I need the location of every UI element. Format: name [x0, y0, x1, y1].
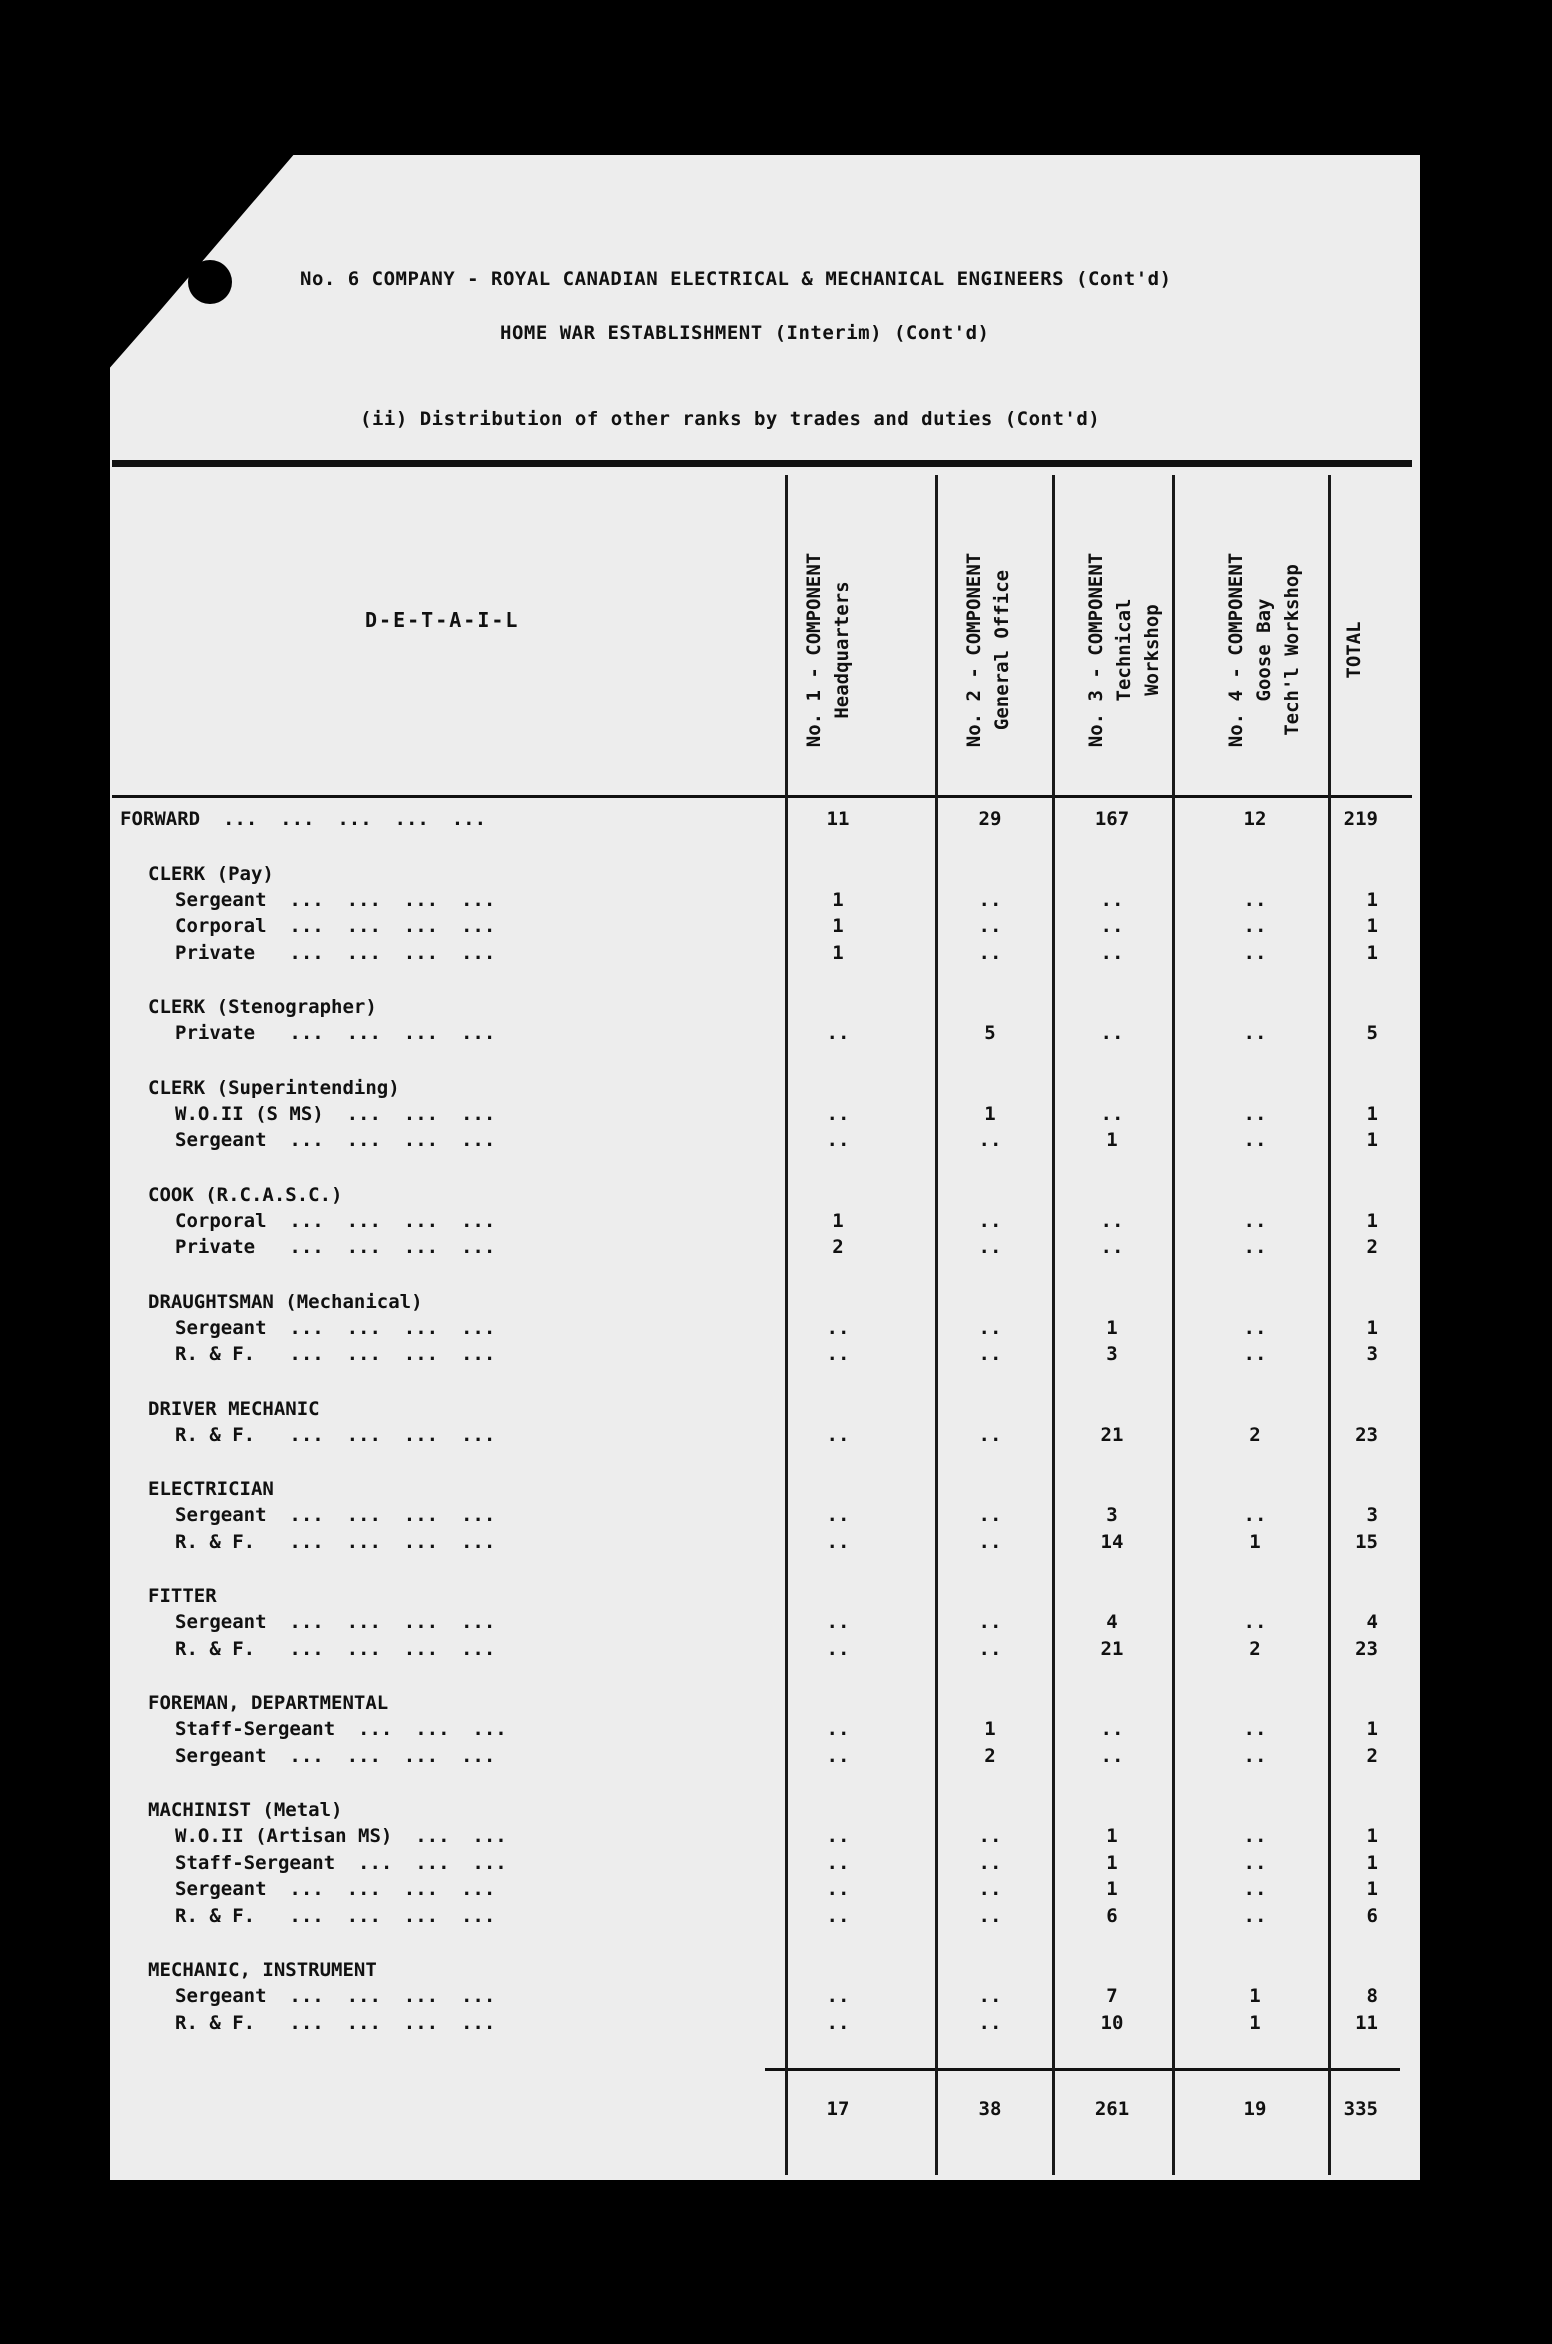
row-label: Private ... ... ... ... [175, 941, 496, 964]
table-row [0, 1985, 1552, 2011]
table-cell: .. [1243, 1744, 1267, 1767]
table-cell: .. [826, 1878, 850, 1900]
table-cell: .. [826, 1530, 850, 1553]
total-cell: 2 [1366, 1744, 1378, 1767]
table-cell: .. [978, 1530, 1002, 1553]
table-cell: .. [1243, 941, 1267, 964]
table-row [0, 1692, 1552, 1718]
table-row [0, 942, 1552, 968]
grand-total-cell: 335 [1343, 2098, 1378, 2120]
table-cell: .. [826, 1744, 850, 1767]
row-label: Corporal ... ... ... ... [175, 915, 496, 937]
row-label: W.O.II (Artisan MS) ... ... [175, 1825, 507, 1847]
table-row [0, 1424, 1552, 1450]
row-label: FOREMAN, DEPARTMENTAL [148, 1692, 389, 1714]
table-cell: .. [1243, 915, 1267, 937]
totals-cell: 38 [978, 2098, 1002, 2120]
total-cell: 2 [1366, 1236, 1378, 1258]
row-label: MACHINIST (Metal) [148, 1799, 343, 1821]
totals-cell: 17 [826, 2098, 850, 2120]
table-cell: 14 [1100, 1530, 1124, 1553]
row-label: Corporal ... ... ... ... [175, 1209, 496, 1232]
row-label: Sergeant ... ... ... ... [175, 1744, 496, 1767]
table-cell: 21 [1100, 1637, 1124, 1660]
row-label: Sergeant ... ... ... ... [175, 1129, 496, 1151]
table-row [0, 2012, 1552, 2038]
column-header-line: Headquarters [831, 581, 853, 719]
row-label: Private ... ... ... ... [175, 1236, 496, 1258]
table-row [0, 863, 1552, 889]
table-cell: .. [1100, 915, 1124, 937]
row-label: CLERK (Stenographer) [148, 996, 377, 1018]
table-row [0, 1210, 1552, 1236]
table-row [0, 1129, 1552, 1155]
row-label: DRIVER MECHANIC [148, 1397, 320, 1420]
total-cell: 1 [1366, 915, 1378, 937]
table-cell: .. [1243, 1343, 1267, 1365]
total-cell: 1 [1366, 1718, 1378, 1740]
total-cell: 23 [1355, 1637, 1378, 1660]
table-row [0, 1852, 1552, 1878]
table-cell: .. [978, 915, 1002, 937]
table-row [0, 1878, 1552, 1904]
row-label: Sergeant ... ... ... ... [175, 888, 496, 911]
table-cell: 29 [978, 808, 1002, 830]
document-subtitle: HOME WAR ESTABLISHMENT (Interim) (Cont'd) [500, 322, 990, 344]
table-cell: .. [978, 1904, 1002, 1927]
column-header-line: Workshop [1141, 604, 1163, 696]
table-cell: 1 [984, 1102, 996, 1125]
table-cell: .. [826, 1504, 850, 1526]
table-cell: 3 [1106, 1504, 1118, 1526]
column-header-line: General Office [991, 569, 1013, 731]
table-cell: .. [826, 1343, 850, 1365]
column-header-line: No. 4 - COMPONENT [1225, 552, 1247, 748]
table-cell: .. [826, 1423, 850, 1446]
table-cell: .. [826, 1851, 850, 1874]
total-cell: 1 [1366, 1316, 1378, 1339]
table-cell: 4 [1106, 1611, 1118, 1633]
column-header-line: No. 3 - COMPONENT [1085, 552, 1107, 748]
row-label: R. & F. ... ... ... ... [175, 1904, 496, 1927]
table-row [0, 1799, 1552, 1825]
table-cell: 1 [1249, 2011, 1261, 2034]
total-cell: 23 [1355, 1423, 1378, 1446]
table-cell: .. [1243, 1878, 1267, 1900]
table-cell: 1 [1106, 1878, 1118, 1900]
column-header-rule [112, 795, 1412, 798]
table-cell: 1 [832, 941, 844, 964]
table-row [0, 1825, 1552, 1851]
total-cell: 1 [1366, 1129, 1378, 1151]
table-cell: .. [978, 1985, 1002, 2007]
table-cell: 5 [984, 1022, 996, 1044]
table-row [0, 1959, 1552, 1985]
table-cell: 1 [1249, 1530, 1261, 1553]
table-row [0, 1184, 1552, 1210]
table-row [0, 1343, 1552, 1369]
total-cell: 1 [1366, 941, 1378, 964]
row-label: Sergeant ... ... ... ... [175, 1878, 496, 1900]
table-cell: .. [1243, 1825, 1267, 1847]
row-label: COOK (R.C.A.S.C.) [148, 1183, 343, 1206]
total-cell: 15 [1355, 1530, 1378, 1553]
total-cell: 1 [1366, 1878, 1378, 1900]
total-cell: 4 [1366, 1611, 1378, 1633]
row-label: R. & F. ... ... ... ... [175, 2011, 496, 2034]
table-cell: .. [1243, 1851, 1267, 1874]
table-cell: .. [1100, 1022, 1124, 1044]
table-cell: .. [978, 888, 1002, 911]
table-cell: 1 [832, 888, 844, 911]
column-header-line: No. 2 - COMPONENT [963, 552, 985, 748]
table-cell: 2 [1249, 1637, 1261, 1660]
column-header-line: No. 1 - COMPONENT [803, 552, 825, 748]
table-cell: .. [826, 1637, 850, 1660]
header-rule [112, 460, 1412, 467]
table-cell: 2 [984, 1744, 996, 1767]
table-row [0, 808, 1552, 834]
table-cell: .. [1243, 1129, 1267, 1151]
column-header-line: Technical [1113, 598, 1135, 702]
table-row [0, 1398, 1552, 1424]
table-cell: .. [1100, 1236, 1124, 1258]
total-cell: 8 [1366, 1985, 1378, 2007]
column-header-line: Goose Bay [1253, 598, 1275, 702]
table-cell: .. [1243, 1236, 1267, 1258]
row-label: R. & F. ... ... ... ... [175, 1530, 496, 1553]
table-cell: .. [978, 941, 1002, 964]
row-label: FORWARD ... ... ... ... ... [120, 808, 487, 830]
table-cell: .. [1243, 888, 1267, 911]
table-row [0, 1638, 1552, 1664]
table-cell: .. [1243, 1718, 1267, 1740]
column-header-line: TOTAL [1343, 621, 1365, 679]
row-label: Sergeant ... ... ... ... [175, 1611, 496, 1633]
total-cell: 219 [1343, 808, 1378, 830]
table-cell: 7 [1106, 1985, 1118, 2007]
table-cell: 2 [832, 1236, 844, 1258]
table-cell: 2 [1249, 1423, 1261, 1446]
table-cell: 167 [1094, 808, 1130, 830]
row-label: Sergeant ... ... ... ... [175, 1504, 496, 1526]
table-cell: .. [826, 1904, 850, 1927]
table-cell: .. [978, 1611, 1002, 1633]
row-label: Private ... ... ... ... [175, 1022, 496, 1044]
total-cell: 3 [1366, 1504, 1378, 1526]
totals-row [0, 2098, 1552, 2124]
row-label: Staff-Sergeant ... ... ... [175, 1718, 507, 1740]
table-cell: 1 [1249, 1985, 1261, 2007]
row-label: CLERK (Pay) [148, 862, 274, 885]
table-row [0, 1745, 1552, 1771]
row-label: FITTER [148, 1585, 217, 1607]
row-label: R. & F. ... ... ... ... [175, 1423, 496, 1446]
table-cell: 1 [1106, 1825, 1118, 1847]
table-cell: .. [1100, 941, 1124, 964]
column-header [1082, 520, 1163, 780]
table-cell: .. [978, 1316, 1002, 1339]
table-cell: .. [978, 1343, 1002, 1365]
table-cell: .. [1100, 1744, 1124, 1767]
table-cell: .. [1243, 1102, 1267, 1125]
column-header [960, 520, 1020, 780]
table-row [0, 915, 1552, 941]
table-row [0, 1504, 1552, 1530]
table-cell: 1 [984, 1718, 996, 1740]
row-label: DRAUGHTSMAN (Mechanical) [148, 1290, 423, 1313]
table-row [0, 996, 1552, 1022]
table-cell: 6 [1106, 1904, 1118, 1927]
table-cell: .. [1100, 1102, 1124, 1125]
column-header [800, 520, 860, 780]
section-heading: (ii) Distribution of other ranks by trades and duties (Cont'd) [360, 408, 1101, 430]
table-row [0, 1022, 1552, 1048]
table-cell: .. [826, 1129, 850, 1151]
row-label: Staff-Sergeant ... ... ... [175, 1851, 507, 1874]
total-cell: 1 [1366, 1102, 1378, 1125]
table-cell: 1 [1106, 1316, 1118, 1339]
totals-cell: 19 [1243, 2098, 1267, 2120]
table-cell: .. [826, 2011, 850, 2034]
table-cell: .. [978, 1504, 1002, 1526]
total-cell: 1 [1366, 1825, 1378, 1847]
row-label: CLERK (Superintending) [148, 1076, 400, 1099]
table-cell: 1 [1106, 1129, 1118, 1151]
table-cell: .. [978, 1825, 1002, 1847]
row-label: W.O.II (S MS) ... ... ... [175, 1102, 496, 1125]
totals-rule [765, 2068, 1400, 2071]
row-label: ELECTRICIAN [148, 1478, 274, 1500]
total-cell: 11 [1355, 2011, 1378, 2034]
table-cell: .. [978, 1423, 1002, 1446]
table-cell: 1 [832, 915, 844, 937]
row-label: Sergeant ... ... ... ... [175, 1985, 496, 2007]
total-cell: 1 [1366, 1851, 1378, 1874]
table-cell: .. [826, 1825, 850, 1847]
detail-column-header: D-E-T-A-I-L [365, 608, 520, 632]
table-cell: .. [826, 1985, 850, 2007]
total-cell: 3 [1366, 1343, 1378, 1365]
table-cell: .. [978, 1236, 1002, 1258]
table-cell: .. [1100, 1718, 1124, 1740]
document-title: No. 6 COMPANY - ROYAL CANADIAN ELECTRICAL & MECHANICAL ENGINEERS (Cont'd) [300, 268, 1172, 290]
table-cell: .. [1243, 1504, 1267, 1526]
row-label: R. & F. ... ... ... ... [175, 1637, 496, 1660]
total-cell: 1 [1366, 1209, 1378, 1232]
table-cell: .. [978, 1209, 1002, 1232]
table-cell: .. [978, 2011, 1002, 2034]
table-row [0, 1236, 1552, 1262]
totals-cell: 261 [1094, 2098, 1130, 2120]
table-cell: 11 [826, 808, 850, 830]
table-cell: 1 [1106, 1851, 1118, 1874]
table-cell: 12 [1243, 808, 1267, 830]
punch-hole [188, 260, 232, 304]
table-row [0, 889, 1552, 915]
total-cell: 6 [1366, 1904, 1378, 1927]
table-cell: .. [1243, 1209, 1267, 1232]
table-row [0, 1611, 1552, 1637]
table-cell: 1 [832, 1209, 844, 1232]
row-label: Sergeant ... ... ... ... [175, 1316, 496, 1339]
table-cell: 21 [1100, 1423, 1124, 1446]
row-label: MECHANIC, INSTRUMENT [148, 1959, 377, 1981]
table-row [0, 1478, 1552, 1504]
table-row [0, 1531, 1552, 1557]
table-cell: 10 [1100, 2011, 1124, 2034]
table-cell: .. [1243, 1904, 1267, 1927]
table-row [0, 1718, 1552, 1744]
table-cell: .. [826, 1102, 850, 1125]
table-cell: .. [1243, 1316, 1267, 1339]
table-cell: .. [826, 1718, 850, 1740]
total-cell: 5 [1366, 1022, 1378, 1044]
table-cell: .. [978, 1851, 1002, 1874]
table-cell: .. [978, 1129, 1002, 1151]
column-header-line: Tech'l Workshop [1281, 564, 1303, 736]
table-row [0, 1103, 1552, 1129]
total-cell: 1 [1366, 888, 1378, 911]
table-cell: .. [1243, 1611, 1267, 1633]
table-cell: .. [1243, 1022, 1267, 1044]
table-cell: 3 [1106, 1343, 1118, 1365]
table-cell: .. [1100, 888, 1124, 911]
table-row [0, 1077, 1552, 1103]
table-cell: .. [978, 1878, 1002, 1900]
table-row [0, 1317, 1552, 1343]
table-cell: .. [826, 1611, 850, 1633]
table-row [0, 1585, 1552, 1611]
table-cell: .. [978, 1637, 1002, 1660]
table-cell: .. [1100, 1209, 1124, 1232]
table-cell: .. [826, 1022, 850, 1044]
row-label: R. & F. ... ... ... ... [175, 1343, 496, 1365]
column-header [1222, 520, 1303, 780]
table-cell: .. [826, 1316, 850, 1339]
table-row [0, 1905, 1552, 1931]
table-row [0, 1291, 1552, 1317]
column-header [1340, 520, 1400, 780]
